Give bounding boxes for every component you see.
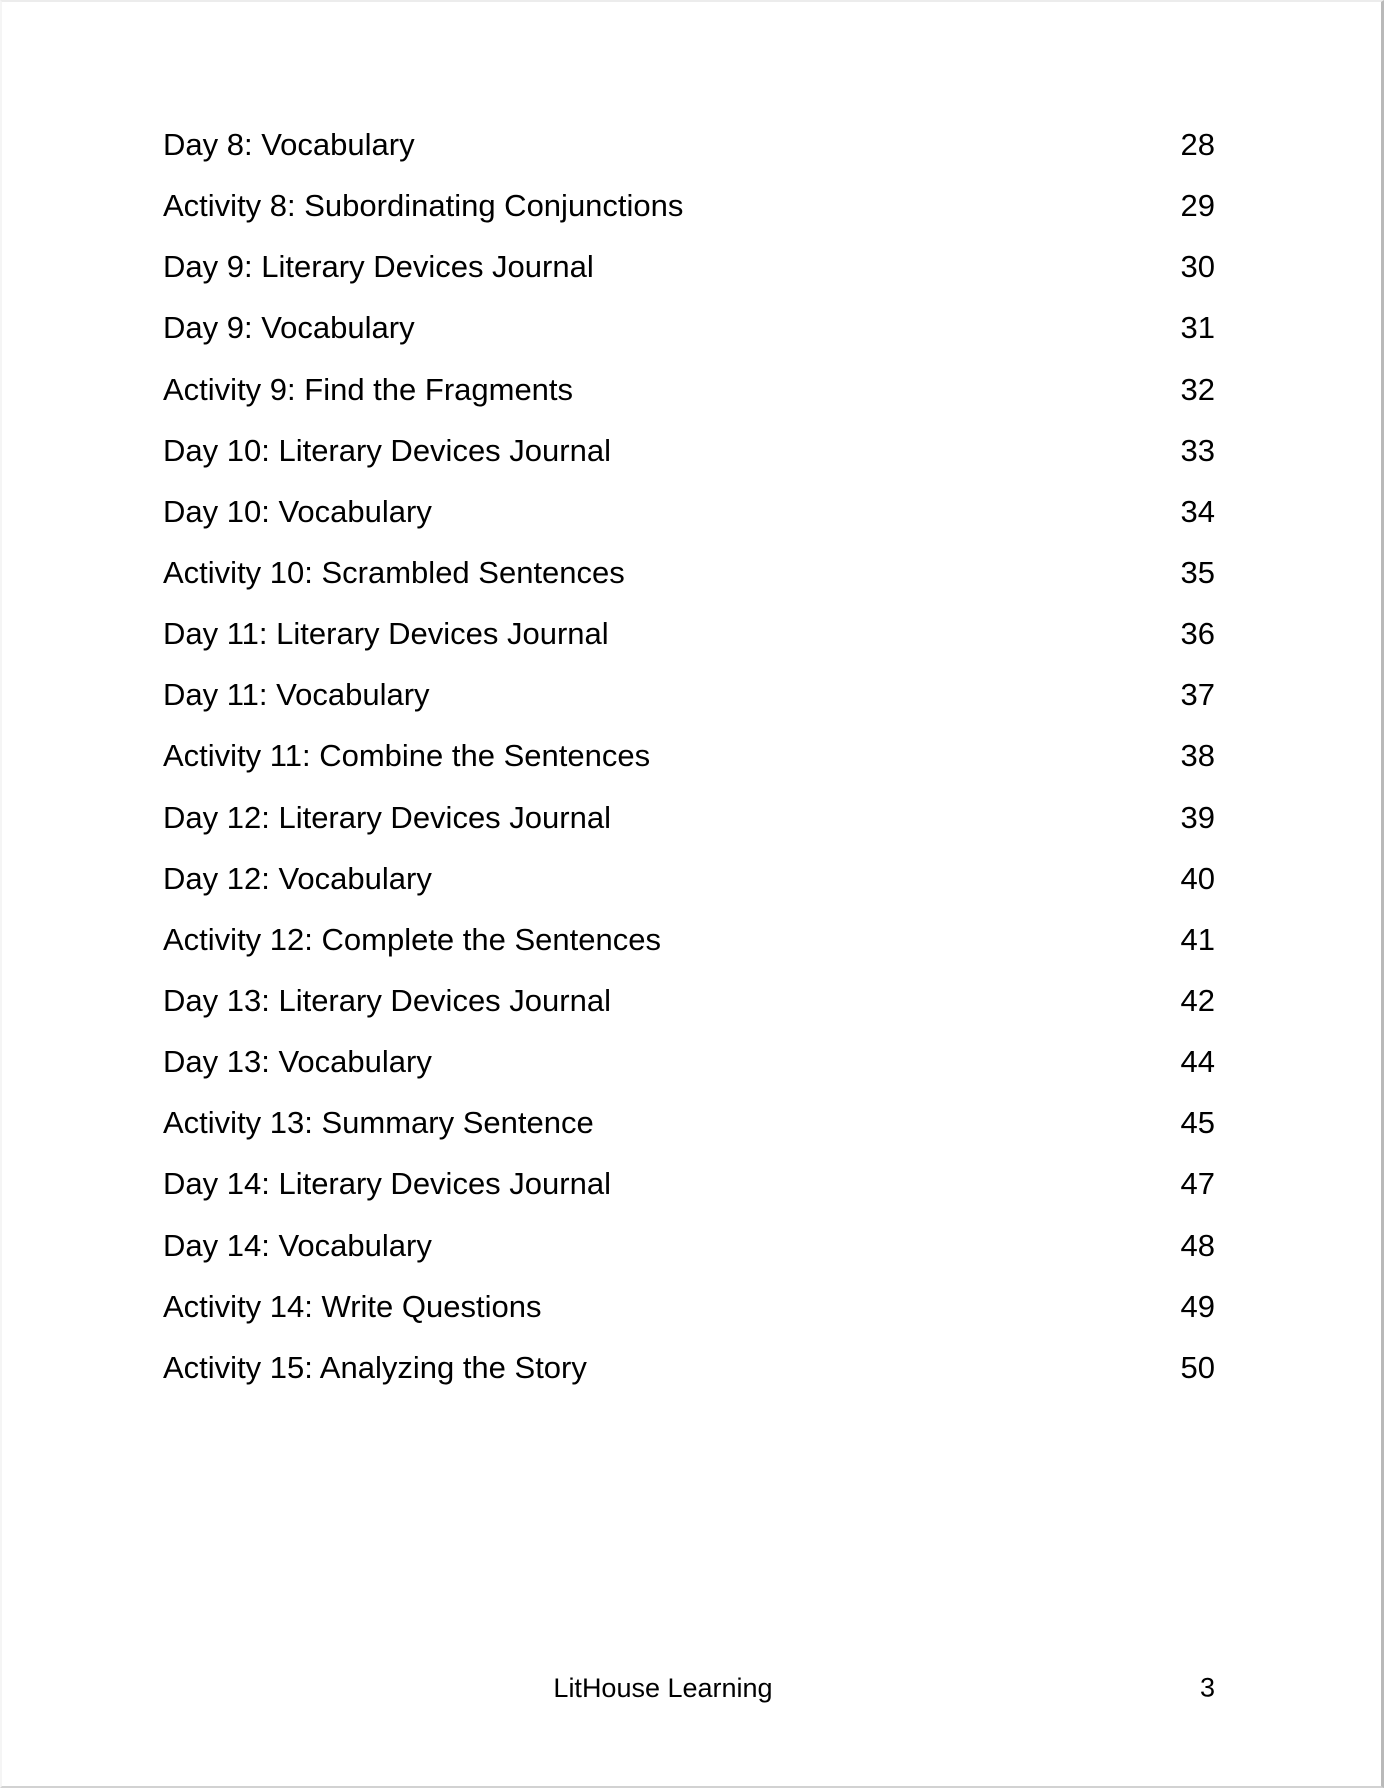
toc-entry[interactable]: [163, 725, 1215, 786]
toc-entry[interactable]: [163, 481, 1215, 542]
toc-entry[interactable]: [163, 420, 1215, 481]
toc-entry-title: Day 12: Literary Devices Journal: [163, 799, 611, 835]
toc-entry[interactable]: [163, 1092, 1215, 1153]
toc-entry-page: 48: [1180, 1227, 1215, 1263]
toc-entry-page: 30: [1180, 249, 1215, 285]
toc-entry[interactable]: [163, 603, 1215, 664]
toc-entry-page: 29: [1180, 188, 1215, 224]
toc-entry-page: 37: [1180, 677, 1215, 713]
toc-entry-title: Day 10: Vocabulary: [163, 493, 432, 529]
toc-entry-page: 33: [1180, 432, 1215, 468]
toc-entry-title: Activity 13: Summary Sentence: [163, 1105, 594, 1141]
toc-entry-title: Day 14: Literary Devices Journal: [163, 1166, 611, 1202]
toc-entry[interactable]: [163, 236, 1215, 297]
toc-entry-title: Activity 15: Analyzing the Story: [163, 1349, 587, 1385]
toc-entry[interactable]: [163, 359, 1215, 420]
toc-entry[interactable]: [163, 175, 1215, 236]
toc-entry-page: 36: [1180, 616, 1215, 652]
toc-entry-page: 47: [1180, 1166, 1215, 1202]
toc-entry-title: Activity 11: Combine the Sentences: [163, 738, 651, 774]
toc-entry-page: 49: [1180, 1288, 1215, 1324]
toc-entry-page: 38: [1180, 738, 1215, 774]
toc-entry-page: 44: [1180, 1044, 1215, 1080]
toc-entry[interactable]: [163, 787, 1215, 848]
toc-entry-title: Day 11: Literary Devices Journal: [163, 616, 609, 652]
page-footer: [163, 1666, 1215, 1710]
toc-entry-page: 39: [1180, 799, 1215, 835]
toc-entry-title: Day 11: Vocabulary: [163, 677, 430, 713]
toc-entry-title: Day 14: Vocabulary: [163, 1227, 432, 1263]
toc-entry[interactable]: [163, 970, 1215, 1031]
toc-entry-page: 45: [1180, 1105, 1215, 1141]
toc-entry-title: Activity 9: Find the Fragments: [163, 371, 574, 407]
toc-entry-page: 42: [1180, 983, 1215, 1019]
toc-entry[interactable]: [163, 1215, 1215, 1276]
toc-entry-title: Activity 12: Complete the Sentences: [163, 921, 661, 957]
toc-entry[interactable]: [163, 1153, 1215, 1214]
toc-entry-page: 35: [1180, 555, 1215, 591]
table-of-contents: [163, 114, 1215, 1398]
toc-entry-title: Day 9: Literary Devices Journal: [163, 249, 594, 285]
toc-entry-title: Activity 10: Scrambled Sentences: [163, 555, 625, 591]
toc-entry-page: 50: [1180, 1349, 1215, 1385]
toc-entry-title: Day 10: Literary Devices Journal: [163, 432, 611, 468]
toc-entry-title: Day 9: Vocabulary: [163, 310, 415, 346]
toc-entry[interactable]: [163, 848, 1215, 909]
toc-entry-page: 32: [1180, 371, 1215, 407]
toc-entry[interactable]: [163, 1031, 1215, 1092]
toc-entry-page: 31: [1180, 310, 1215, 346]
footer-brand: LitHouse Learning: [553, 1672, 773, 1703]
toc-entry-title: Activity 8: Subordinating Conjunctions: [163, 188, 684, 224]
toc-entry-page: 41: [1180, 921, 1215, 957]
toc-entry[interactable]: [163, 542, 1215, 603]
toc-entry[interactable]: [163, 664, 1215, 725]
toc-entry-title: Activity 14: Write Questions: [163, 1288, 542, 1324]
toc-entry-title: Day 12: Vocabulary: [163, 860, 432, 896]
toc-entry-page: 34: [1180, 493, 1215, 529]
toc-entry[interactable]: [163, 114, 1215, 175]
toc-entry-title: Day 8: Vocabulary: [163, 127, 415, 163]
footer-page-number: 3: [1199, 1672, 1215, 1703]
toc-entry[interactable]: [163, 1337, 1215, 1398]
toc-entry[interactable]: [163, 1276, 1215, 1337]
toc-entry-title: Day 13: Literary Devices Journal: [163, 983, 611, 1019]
toc-entry[interactable]: [163, 297, 1215, 358]
toc-entry[interactable]: [163, 909, 1215, 970]
toc-entry-page: 40: [1180, 860, 1215, 896]
toc-entry-page: 28: [1180, 127, 1215, 163]
toc-entry-title: Day 13: Vocabulary: [163, 1044, 432, 1080]
